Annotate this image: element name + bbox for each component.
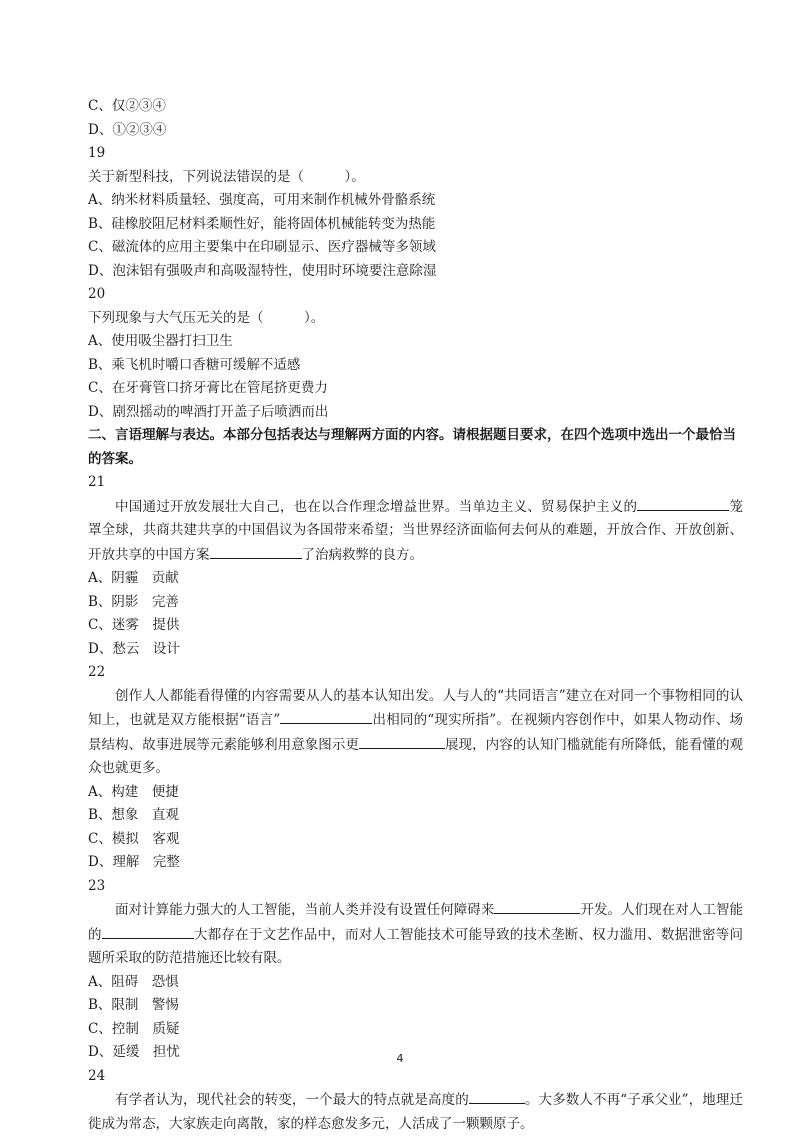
- q22-stem: [88, 685, 743, 781]
- q21-blank-2: [210, 543, 302, 559]
- q21-stem: [88, 495, 743, 568]
- q22-blank-1: [280, 708, 372, 724]
- q21-option-b: B、阴影 完善: [88, 593, 179, 610]
- section-heading: 二、言语理解与表达。本部分包括表达与理解两方面的内容。请根据题目要求，在四个选项中选出一个最恰当的答案。: [88, 427, 736, 467]
- q22-option-c: C、模拟 客观: [88, 830, 180, 847]
- q24-stem-part1: 有学者认为，现代社会的转变，一个最大的特点就是高度的: [115, 1092, 469, 1108]
- q23-stem: [88, 898, 743, 971]
- q22-option-a: A、构建 便捷: [88, 783, 179, 800]
- q19-number: 19: [88, 145, 106, 161]
- q19-option-b: B、硅橡胶阻尼材料柔顺性好，能将固体机械能转变为热能: [88, 215, 436, 232]
- q22-option-b: B、想象 直观: [88, 807, 179, 823]
- q23-blank-1: [494, 898, 580, 914]
- q23-option-a: A、阻碍 恐惧: [88, 973, 179, 990]
- q22-blank-2: [359, 733, 445, 749]
- q19-option-d: D、泡沫铝有强吸声和高吸湿特性，使用时环境要注意除湿: [88, 262, 437, 279]
- q21-option-a: A、阴霾 贡献: [88, 570, 179, 586]
- q24-blank-1: [469, 1088, 525, 1104]
- q23-number: 23: [88, 877, 106, 894]
- q21-stem-part3: 了治病救弊的良方。: [301, 546, 423, 563]
- q22-stem-part3: 展现，内容的认知门槛就能有所降低，能看懂的观众也就更多。: [88, 736, 744, 776]
- q20-option-c: C、在牙膏管口挤牙膏比在管尾挤更费力: [88, 380, 328, 396]
- q21-number: 21: [88, 474, 106, 490]
- q23-stem-part3: 大都存在于文艺作品中，而对人工智能技术可能导致的技术垄断、权力滥用、数据泄密等问题所采取的防范措施还比较有限。: [88, 926, 744, 966]
- q19-stem: 关于新型科技，下列说法错误的是（ ）。: [88, 168, 365, 185]
- q21-option-d: D、愁云 设计: [88, 640, 180, 657]
- q23-option-c: C、控制 质疑: [88, 1020, 180, 1037]
- q20-option-a: A、使用吸尘器打扫卫生: [88, 333, 233, 349]
- q23-blank-2: [102, 923, 194, 939]
- q24-number: 24: [88, 1067, 106, 1084]
- q19-option-a: A、纳米材料质量轻、强度高，可用来制作机械外骨骼系统: [88, 192, 436, 208]
- q20-option-d: D、剧烈摇动的啤酒打开盖子后喷洒而出: [88, 403, 329, 420]
- q22-stem-part1: 创作人人都能看得懂的内容需要从人的基本认知出发。人与人的“共同语言”建立在对同一个事物相同的认知上，也就是双方能根据“语言”: [88, 687, 743, 728]
- q21-option-c: C、迷雾 提供: [88, 617, 180, 633]
- q23-option-d: D、延缓 担忧: [88, 1044, 180, 1060]
- q23-stem-part2: 开发。人们现在对人工智能的: [88, 902, 744, 943]
- q20-option-b: B、乘飞机时嚼口香糖可缓解不适感: [88, 356, 301, 373]
- q23-option-b: B、限制 警惕: [88, 997, 179, 1013]
- q22-stem-part2: 出相同的“现实所指”。在视频内容创作中，如果人物动作、场景结构、故事进展等元素能够利用意象图示更: [88, 712, 743, 753]
- q21-stem-part2: 笼罩全球，共商共建共享的中国倡议为各国带来希望；当世界经济面临何去何从的难题，开放合作、开放创新、开放共享的中国方案: [88, 498, 744, 563]
- q22-number: 22: [88, 664, 106, 680]
- q24-stem: [88, 1088, 743, 1136]
- q18-option-d: D、①②③④: [88, 121, 167, 138]
- q20-number: 20: [88, 286, 106, 302]
- q19-option-c: C、磁流体的应用主要集中在印刷显示、医疗器械等多领域: [88, 239, 436, 255]
- q22-option-d: D、理解 完整: [88, 854, 180, 870]
- q23-stem-part1: 面对计算能力强大的人工智能，当前人类并没有设置任何障碍来: [115, 902, 495, 918]
- page-content: [88, 95, 743, 1136]
- q20-stem: 下列现象与大气压无关的是（ ）。: [88, 309, 325, 326]
- q24-stem-part2: 。大多数人不再“子承父业”，地理迁徙成为常态，大家族走向离散，家的样态愈发多元，人活成了一颗颗原子。: [88, 1092, 743, 1132]
- page-number: 4: [396, 1052, 404, 1065]
- q21-blank-1: [637, 495, 729, 511]
- q21-stem-part1: 中国通过开放发展壮大自己，也在以合作理念增益世界。当单边主义、贸易保护主义的: [115, 498, 638, 515]
- q18-option-c: C、仅②③④: [88, 98, 166, 114]
